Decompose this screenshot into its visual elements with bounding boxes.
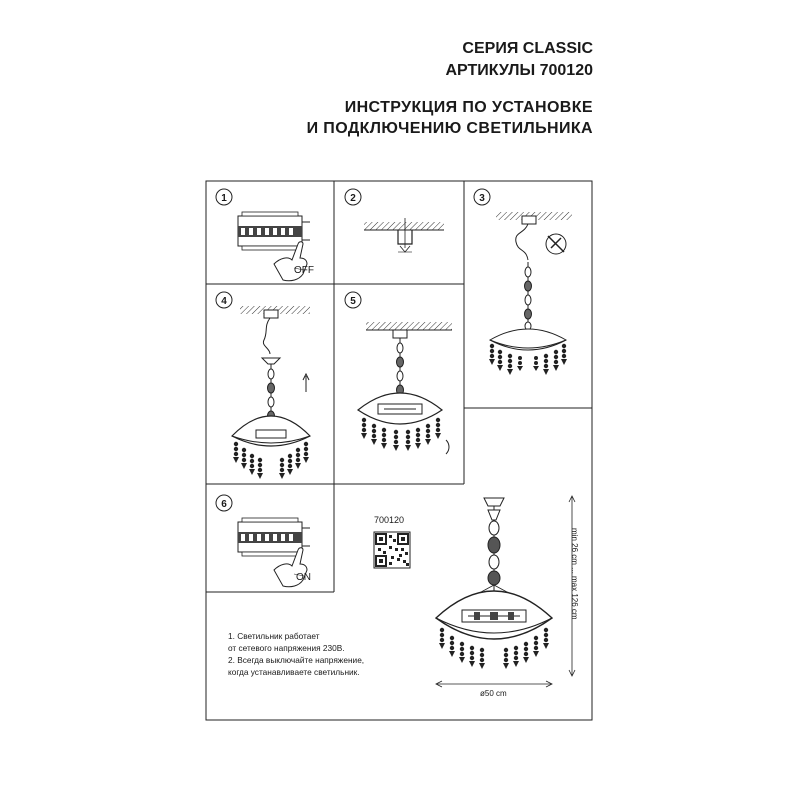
step-2-panel: [345, 189, 444, 252]
note-line-4: когда устанавливаете светильник.: [228, 667, 360, 677]
instruction-title-line1: ИНСТРУКЦИЯ ПО УСТАНОВКЕ: [344, 99, 593, 116]
article-number: АРТИКУЛЫ 700120: [445, 62, 593, 79]
height-dimension: min 26 cm ... max 126 cm: [570, 528, 579, 620]
note-line-2: от сетевого напряжения 230В.: [228, 643, 345, 653]
step-6-label: ON: [296, 572, 311, 583]
step-4-number: 4: [221, 296, 227, 307]
qr-code: [374, 532, 410, 568]
instruction-title-line2: И ПОДКЛЮЧЕНИЮ СВЕТИЛЬНИКА: [306, 120, 593, 137]
product-code: 700120: [374, 515, 405, 525]
step-1-panel: [216, 189, 314, 281]
chandelier-illustration: [436, 496, 575, 687]
safety-notes: [228, 630, 364, 678]
step-6-number: 6: [221, 499, 227, 510]
step-1-label: OFF: [294, 265, 314, 276]
step-2-number: 2: [350, 193, 356, 204]
step-6-panel: [216, 495, 311, 587]
step-3-number: 3: [479, 193, 485, 204]
note-line-1: 1. Светильник работает: [228, 631, 320, 641]
step-5-number: 5: [350, 296, 356, 307]
step-4-panel: [216, 292, 310, 479]
step-1-number: 1: [221, 193, 227, 204]
series-title: СЕРИЯ CLASSIC: [462, 40, 593, 57]
step-5-panel: [345, 292, 452, 454]
note-line-3: 2. Всегда выключайте напряжение,: [228, 655, 365, 665]
step-3-panel: [474, 189, 572, 375]
diameter-dimension: ø50 cm: [480, 689, 507, 698]
